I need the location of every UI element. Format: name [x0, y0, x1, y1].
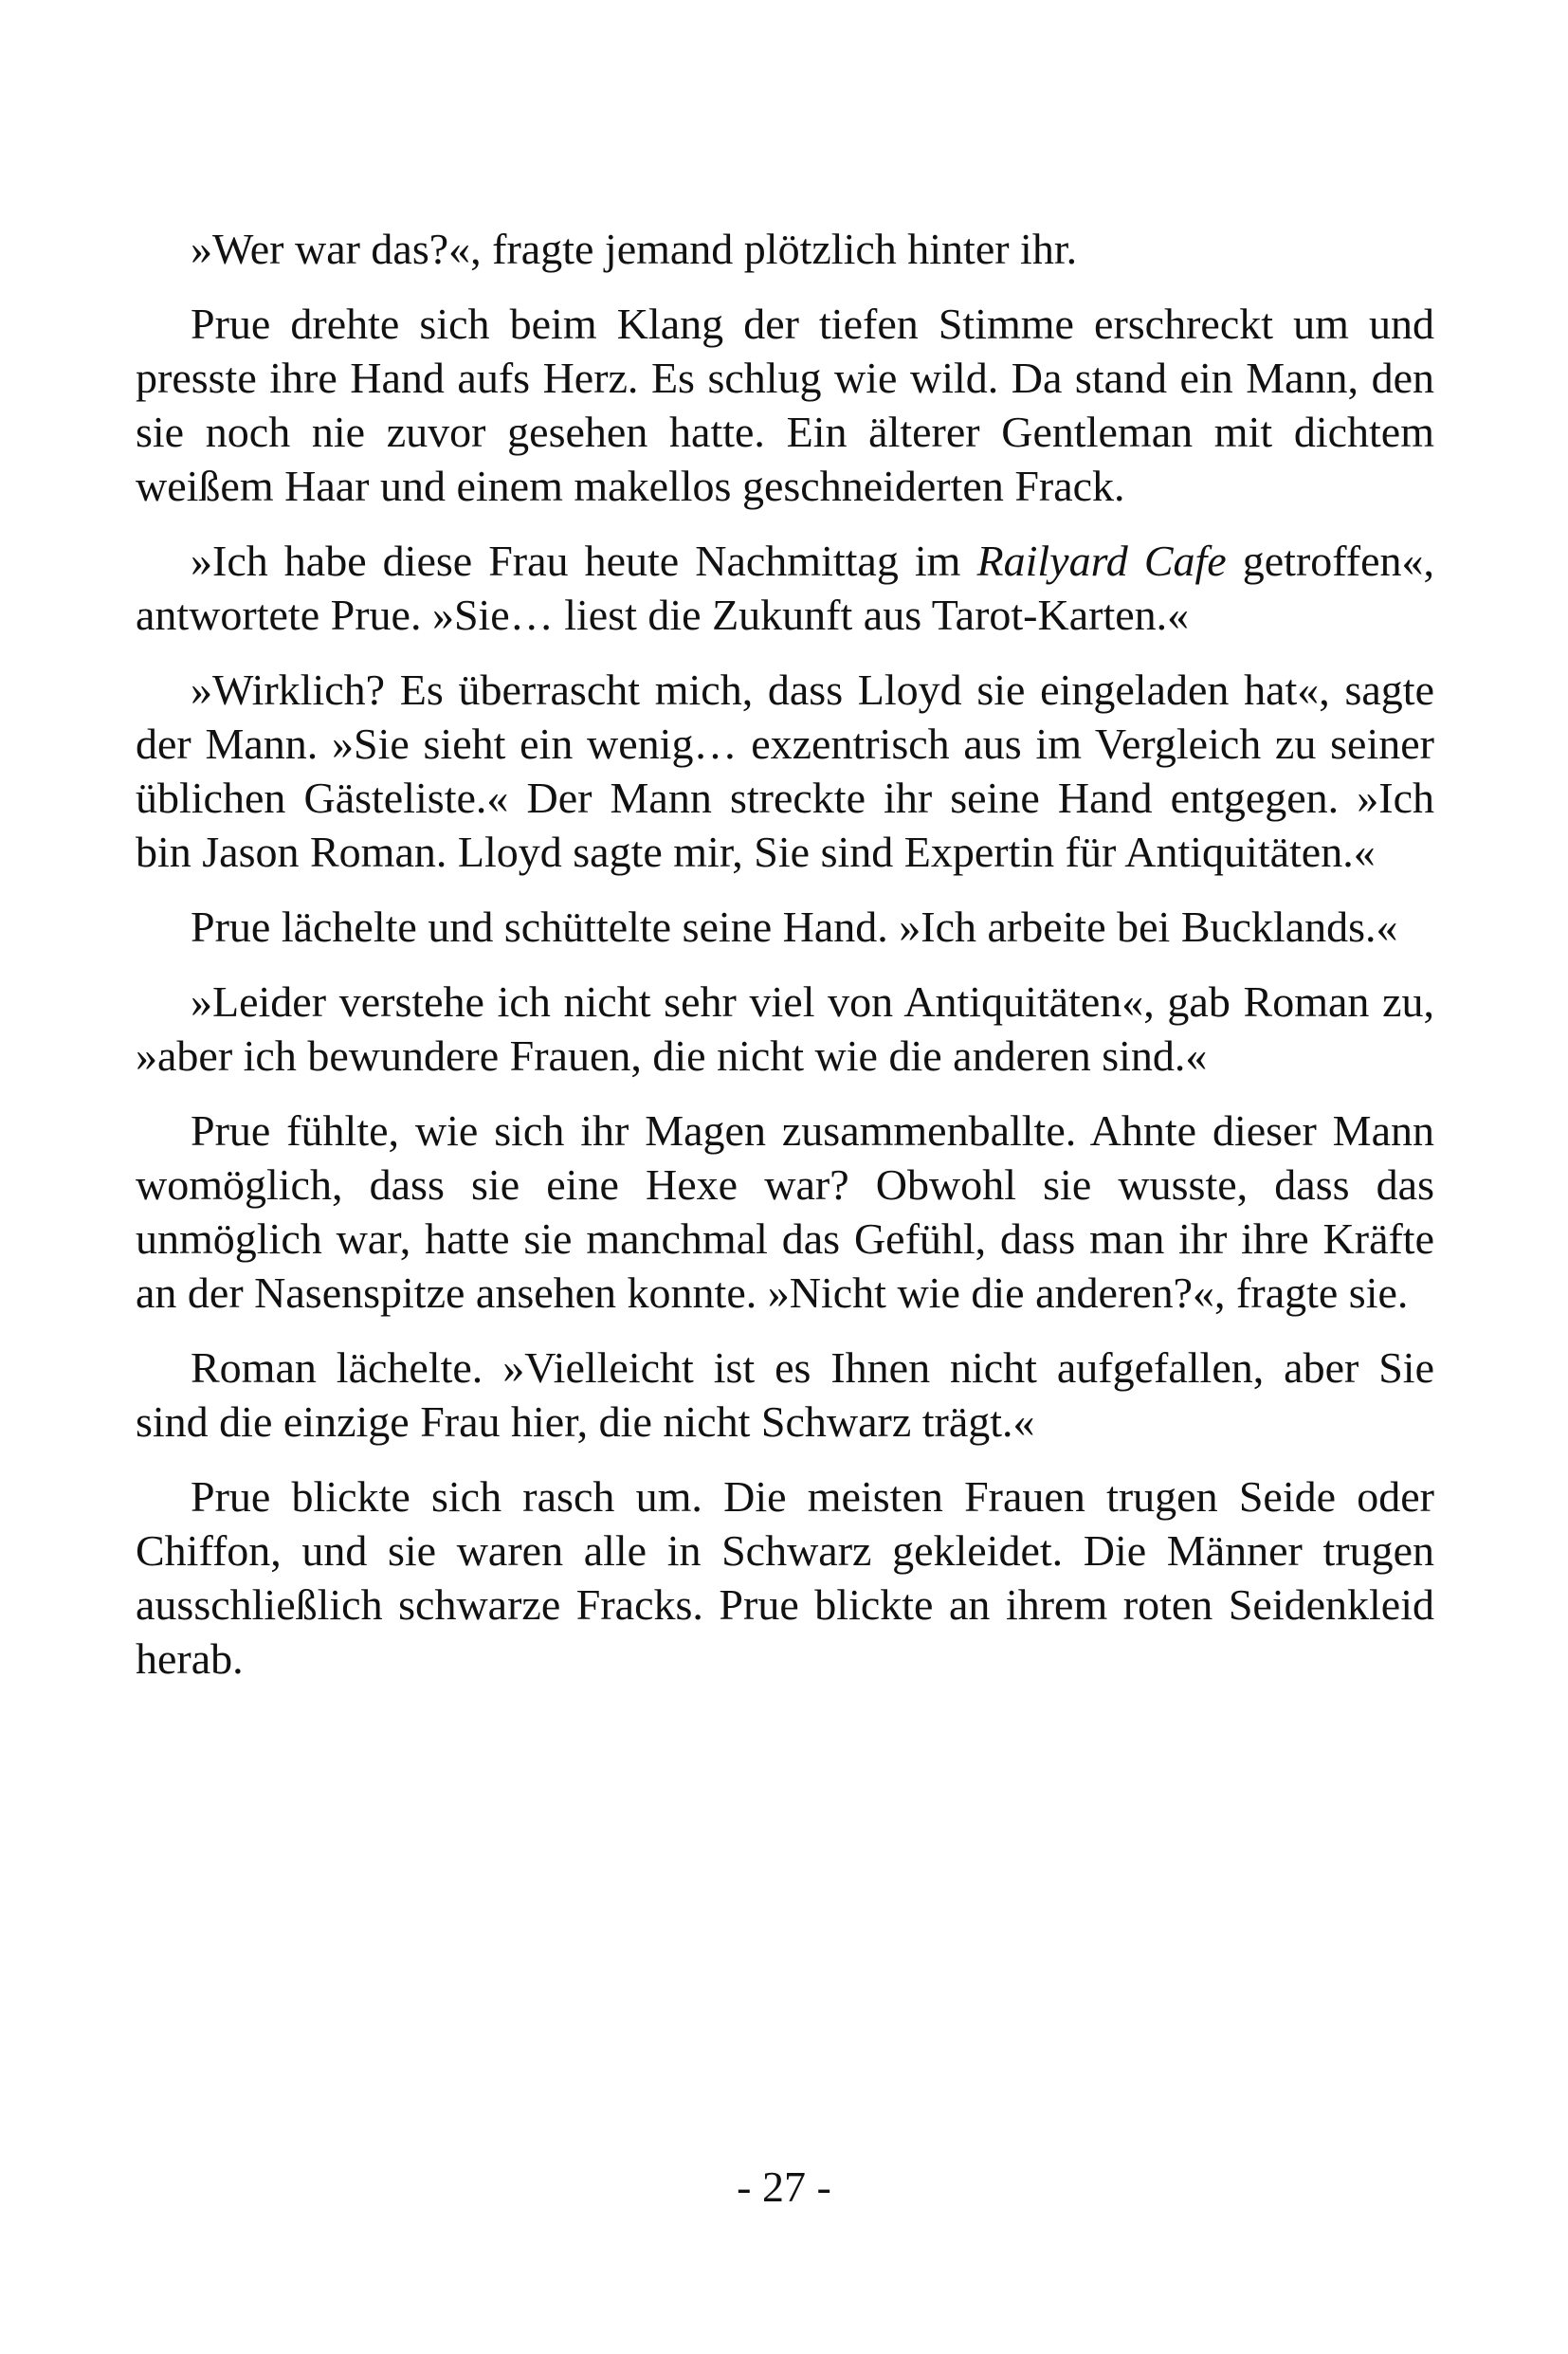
paragraph-2: Prue drehte sich beim Klang der tiefen Stimme erschreckt um und presste ihre Hand aufs Herz. Es schlug wie wild. Da stand ein Mann, den sie noch nie zuvor gesehen hatte. Ein älterer Gentleman mit dichtem weißem Haar und einem makellos geschneiderten Frack. — [136, 300, 1434, 510]
paragraph-3-start: »Ich habe diese Frau heute Nachmittag im — [191, 537, 977, 585]
paragraph-1: »Wer war das?«, fragte jemand plötzlich hinter ihr. — [191, 225, 1078, 273]
paragraph-3-italic-place-name: Railyard Cafe — [976, 537, 1227, 585]
paragraph-5: Prue lächelte und schüttelte seine Hand. »Ich arbeite bei Bucklands.« — [191, 903, 1398, 951]
paragraph-9: Prue blickte sich rasch um. Die meisten Frauen trugen Seide oder Chiffon, und sie waren alle in Schwarz gekleidet. Die Männer trugen ausschließlich schwarze Fracks. Prue blickte an ihrem roten Seidenkleid herab. — [136, 1472, 1434, 1683]
paragraph-4: »Wirklich? Es überrascht mich, dass Lloyd sie eingeladen hat«, sagte der Mann. »Sie sieht ein wenig… exzentrisch aus im Vergleich zu seiner üblichen Gästeliste.« Der Mann streckte ihr seine Hand entgegen. »Ich bin Jason Roman. Lloyd sagte mir, Sie sind Expertin für Antiquitäten.« — [136, 666, 1434, 876]
paragraph-3 — [136, 534, 1434, 642]
page-number: - 27 - — [737, 2162, 831, 2211]
body-text — [136, 222, 1434, 1706]
paragraph-6: »Leider verstehe ich nicht sehr viel von Antiquitäten«, gab Roman zu, »aber ich bewundere Frauen, die nicht wie die anderen sind.« — [136, 977, 1434, 1080]
paragraph-3-end: getroffen«, antwortete Prue. »Sie… liest die Zukunft aus Tarot-Karten.« — [136, 537, 1434, 639]
paragraph-8: Roman lächelte. »Vielleicht ist es Ihnen nicht aufgefallen, aber Sie sind die einzige Frau hier, die nicht Schwarz trägt.« — [136, 1343, 1434, 1446]
paragraph-7: Prue fühlte, wie sich ihr Magen zusammenballte. Ahnte dieser Mann womöglich, dass sie eine Hexe war? Obwohl sie wusste, dass das unmöglich war, hatte sie manchmal das Gefühl, dass man ihr ihre Kräfte an der Nasenspitze ansehen konnte. »Nicht wie die anderen?«, fragte sie. — [136, 1106, 1434, 1317]
